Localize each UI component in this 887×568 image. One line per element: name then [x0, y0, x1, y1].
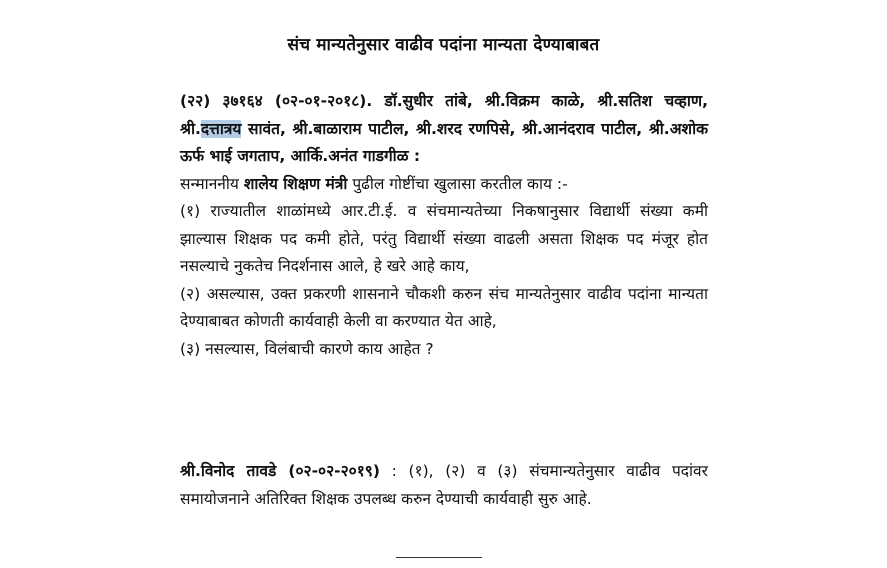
question-intro-end: पुढील गोष्टींचा खुलासा करतील काय :-	[347, 174, 568, 193]
question-intro-start: सन्माननीय	[180, 174, 244, 193]
question-point-2: (२) असल्यास, उक्त प्रकरणी शासनाने चौकशी करुन संच मान्यतेनुसार वाढीव पदांना मान्यता देण्याबाबत कोणती कार्यवाही केली वा करण्यात येत आहे,	[180, 284, 708, 330]
document-title: संच मान्यतेनुसार वाढीव पदांना मान्यता देण्याबाबत	[287, 35, 600, 55]
answer-block	[180, 458, 708, 513]
question-header-start: (२२) ३७१६४ (०२-०१-२०१८). डॉ.सुधीर तांबे, श्री.विक्रम काळे, श्री.सतिश चव्हाण, श्री.	[180, 92, 708, 138]
question-header-end: सावंत, श्री.बाळाराम पाटील, श्री.शरद रणपिसे, श्री.आनंदराव पाटील, श्री.अशोक ऊर्फ भाई जगताप, आर्कि.अनंत गाडगीळ :	[180, 119, 708, 165]
minister-name: शालेय शिक्षण मंत्री	[243, 174, 348, 193]
answer-text: : (१), (२) व (३) संचमान्यतेनुसार वाढीव पदांवर समायोजनाने अतिरिक्त शिक्षक उपलब्ध करुन देण्याची कार्यवाही सुरु आहे.	[180, 462, 708, 508]
question-header	[180, 92, 708, 165]
question-point-3: (३) नसल्यास, विलंबाची कारणे काय आहेत ?	[180, 339, 434, 358]
highlighted-name[interactable]: दत्तात्रय	[200, 119, 242, 138]
question-block	[180, 88, 708, 363]
question-intro	[180, 171, 708, 199]
question-point-1: (१) राज्यातील शाळांमध्ये आर.टी.ई. व संचमान्यतेच्या निकषानुसार विद्यार्थी संख्या कमी झाल्यास शिक्षक पद कमी होते, परंतु विद्यार्थी संख्या वाढली असता शिक्षक पद मंजूर होत नसल्याचे नुकतेच निदर्शनास आले, हे खरे आहे काय,	[180, 202, 708, 275]
answer-speaker: श्री.विनोद तावडे (०२-०२-२०१९)	[180, 462, 380, 480]
end-divider	[396, 557, 482, 558]
